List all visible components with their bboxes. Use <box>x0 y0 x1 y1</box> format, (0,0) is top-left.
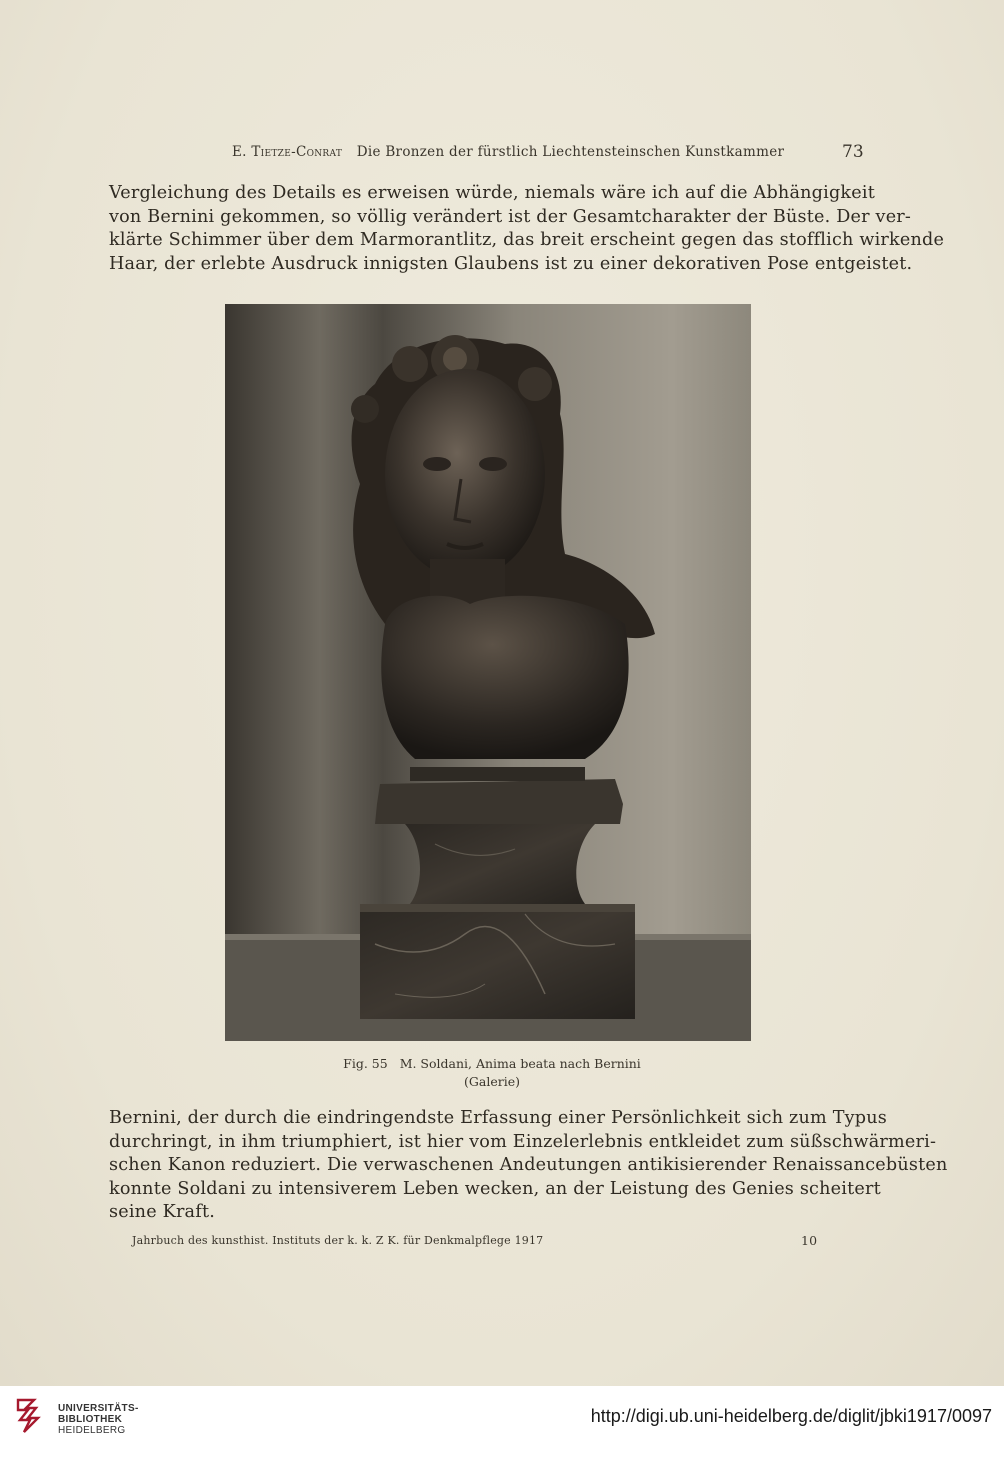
figure-number: Fig. 55 <box>343 1056 388 1071</box>
text-line: schen Kanon reduziert. Die verwaschenen Andeutungen antikisierender Renaissancebüsten <box>109 1155 948 1176</box>
figure-caption <box>232 1055 752 1091</box>
text-line: Bernini, der durch die eindringendste Erfassung einer Persönlichkeit sich zum Typus <box>109 1108 888 1128</box>
library-name-line: HEIDELBERG <box>58 1425 126 1436</box>
page-number: 73 <box>842 142 864 162</box>
text-line: konnte Soldani zu intensiverem Leben wecken, an der Leistung des Genies scheitert <box>109 1178 881 1199</box>
sheet-number: 10 <box>801 1233 818 1248</box>
text-line: Haar, der erlebte Ausdruck innigsten Glaubens ist zu einer dekorativen Pose entgeistet. <box>109 253 913 274</box>
text-line: klärte Schimmer über dem Marmorantlitz, das breit erscheint gegen das stofflich wirkende <box>109 230 945 251</box>
library-name-line: BIBLIOTHEK <box>58 1414 123 1425</box>
journal-citation: Jahrbuch des kunsthist. Instituts der k. k. Z K. für Denkmalpflege 1917 <box>132 1234 544 1247</box>
paragraph-top <box>109 182 945 276</box>
running-head-author: E. Tietze-Conrat <box>232 144 343 160</box>
figure-location: (Galerie) <box>464 1074 520 1089</box>
permalink-url[interactable]: http://digi.ub.uni-heidelberg.de/diglit/jbki1917/0097 <box>590 1406 992 1426</box>
figure-caption-text: M. Soldani, Anima beata nach Bernini <box>399 1056 641 1071</box>
bust-illustration <box>225 304 751 1041</box>
paragraph-bottom <box>109 1107 948 1225</box>
running-head-title: Die Bronzen der fürstlich Liechtensteinschen Kunstkammer <box>356 144 785 160</box>
page-footer <box>132 1234 832 1247</box>
text-line: seine Kraft. <box>109 1202 216 1223</box>
text-line: durchringt, in ihm triumphiert, ist hier vom Einzelerlebnis entkleidet zum süßschwärmeri- <box>109 1131 937 1152</box>
text-line: von Bernini gekommen, so völlig verändert ist der Gesamtcharakter der Büste. Der ver- <box>109 206 912 227</box>
library-bar <box>0 1386 1004 1458</box>
library-logo-icon[interactable] <box>14 1396 48 1436</box>
text-line: Vergleichung des Details es erweisen würde, niemals wäre ich auf die Abhängigkeit <box>109 183 875 203</box>
library-name <box>58 1403 139 1436</box>
running-head <box>232 144 785 160</box>
library-name-line: UNIVERSITÄTS- <box>58 1403 139 1414</box>
figure-photograph <box>225 304 751 1041</box>
